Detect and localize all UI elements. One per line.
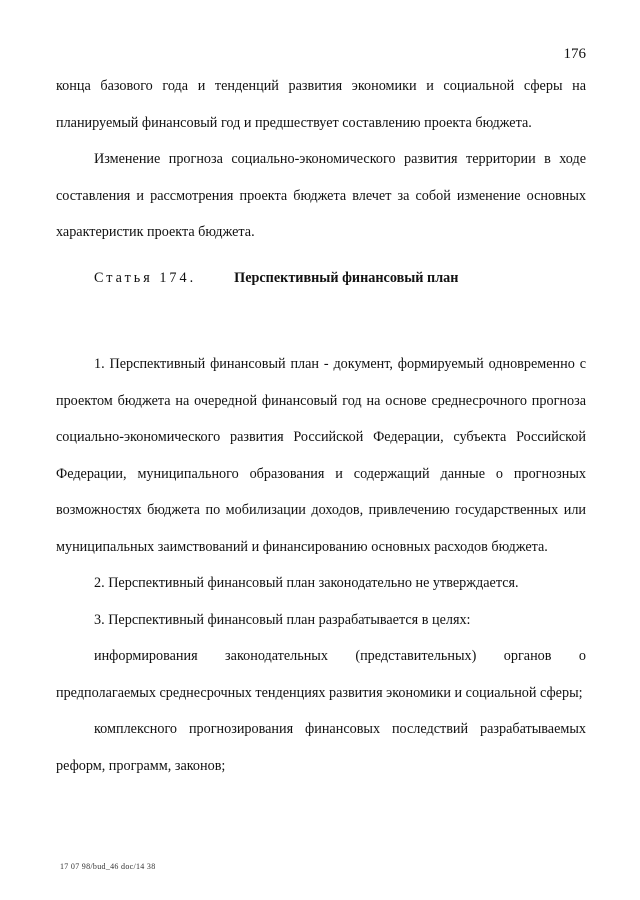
paragraph: информирования законодательных (представительных) органов о предполагаемых среднесрочных тенденциях развития экономики и социальной сферы; [56, 648, 586, 701]
paragraph: 3. Перспективный финансовый план разрабатывается в целях: [94, 611, 471, 628]
article-title: Перспективный финансовый план [234, 270, 459, 286]
footer-file-reference: 17 07 98/bud_46 doc/14 38 [60, 862, 156, 871]
page-number: 176 [563, 46, 586, 62]
article-number: Статья 174. [94, 270, 197, 286]
article-body [56, 346, 586, 784]
intro-text [56, 68, 586, 251]
article-heading-block [56, 260, 586, 297]
article-heading [56, 260, 586, 297]
paragraph: Изменение прогноза социально-экономического развития территории в ходе составления и рассмотрения проекта бюджета влечет за собой изменение основных характеристик проекта бюджета. [56, 151, 586, 240]
paragraph: 1. Перспективный финансовый план - документ, формируемый одновременно с проектом бюджета на очередной финансовый год на основе среднесрочного прогноза социально-экономического развития Российской Федерации, субъекта Российской Федерации, муниципального образования и содержащий данные о прогнозных возможностях бюджета по мобилизации доходов, привлечению государственных или муниципальных заимствований и финансированию основных расходов бюджета. [56, 356, 586, 555]
paragraph: комплексного прогнозирования финансовых последствий разрабатываемых реформ, программ, законов; [56, 721, 586, 774]
paragraph: конца базового года и тенденций развития экономики и социальной сферы на планируемый финансовый год и предшествует составлению проекта бюджета. [56, 78, 586, 131]
paragraph: 2. Перспективный финансовый план законодательно не утверждается. [94, 575, 519, 591]
